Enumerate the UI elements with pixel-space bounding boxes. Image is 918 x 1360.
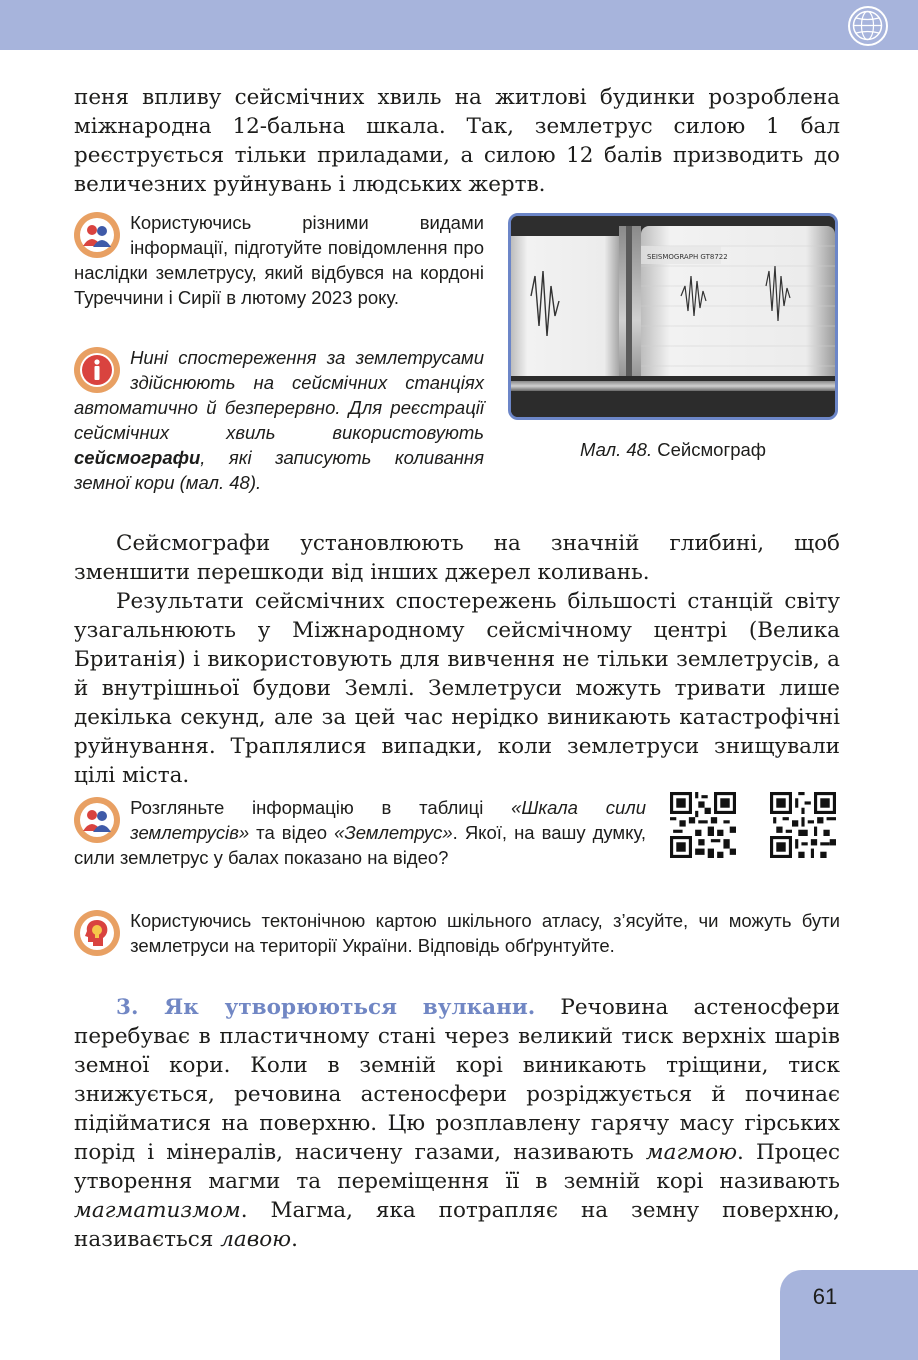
section-text-4: . <box>291 1227 298 1252</box>
info-text-2: , які записують коливання земної кори (мал. 48). <box>74 447 484 493</box>
term-lava: лавою <box>220 1227 292 1252</box>
top-header-bar <box>0 0 918 50</box>
lightbulb-head-icon <box>74 910 120 956</box>
globe-icon <box>848 6 888 46</box>
section-text-3: . Магма, яка потрапляє на земну поверхню, називається <box>74 1198 840 1252</box>
info-text-1: Нині спостереження за землетрусами здійснюють на сейсмічних станціях автоматично й безперервно. Для реєстрації сейсмічних хвиль використовують <box>74 347 484 443</box>
task-note-2 <box>74 795 646 870</box>
info-icon <box>74 347 120 393</box>
figure-caption-text: Сейсмограф <box>652 439 767 460</box>
term-magma: магмою <box>645 1140 738 1165</box>
task-1-text: Користуючись різними видами інформації, підготуйте повідомлення про наслідки землетрусу, який відбувся на кордоні Туреччини і Сирії в лютому 2023 року. <box>74 212 484 308</box>
paragraph-top: пеня впливу сейсмічних хвиль на житлові будинки розроблена міжнародна 12-бальна шкала. Так, землетрус силою 1 бал реєструється тільки приладами, а силою 12 балів призводить до величезних руйнувань і людських жертв. <box>74 85 840 197</box>
seismograph-photo <box>508 213 838 420</box>
qr-code-video[interactable] <box>768 792 838 858</box>
section-heading: 3. Як утворюються вулкани. <box>116 995 536 1020</box>
section-text-2: . Процес утворення магми та переміщення її в земній корі називають <box>74 1140 841 1194</box>
task-note-3 <box>74 908 840 958</box>
task-2-italic-2: «Землетрус» <box>334 822 453 843</box>
task-3-text: Користуючись тектонічною картою шкільного атласу, з’ясуйте, чи можуть бути землетруси на території України. Відповідь обґрунтуйте. <box>130 910 840 956</box>
task-note-1 <box>74 210 484 310</box>
task-2-text-2: та відео <box>249 822 335 843</box>
term-magmatism: магматизмом <box>74 1198 241 1223</box>
figure-caption-label: Мал. 48. <box>579 439 653 460</box>
info-text-bold: сейсмографи <box>74 447 201 468</box>
paragraph-3: Результати сейсмічних спостережень більшості станцій світу узагальнюють у Міжнародному сейсмічному центрі (Велика Британія) і використовують для вивчення не тільки землетрусів, а й внутрішньої будови Землі. Землетруси можуть тривати лише декілька секунд, але за цей час нерідко виникають катастрофічні руйнування. Траплялися випадки, коли землетруси знищували цілі міста. <box>74 589 840 788</box>
section-text-1: Речовина астеносфери перебуває в пластичному стані через великий тиск верхніх шарів земної кори. Коли в земній корі виникають тріщини, тиск знижується, речовина астеносфери розріджується й починає підійматися на поверхню. Цю розплавлену гарячу масу гірських порід і мінералів, насичену газами, називають <box>74 995 840 1165</box>
task-2-text-1: Розгляньте інформацію в таблиці <box>130 797 512 818</box>
qr-code-table[interactable] <box>668 792 738 858</box>
info-note <box>74 345 484 495</box>
paragraph-2: Сейсмографи установлюють на значній глибині, щоб зменшити перешкоди від інших джерел коливань. <box>74 531 840 585</box>
group-work-icon <box>74 797 120 843</box>
section-3-paragraph <box>74 993 840 1254</box>
group-work-icon <box>74 212 120 258</box>
page-number: 61 <box>812 1284 838 1309</box>
task-2-italic-1: «Шкала сили землетрусів» <box>130 797 646 843</box>
task-2-text-3: . Якої, на вашу думку, сили землетрус у балах показано на відео? <box>74 822 646 868</box>
device-label: SEISMOGRAPH GT8722 <box>647 253 728 261</box>
figure-caption <box>508 437 838 462</box>
seismograph-illustration <box>511 216 835 417</box>
